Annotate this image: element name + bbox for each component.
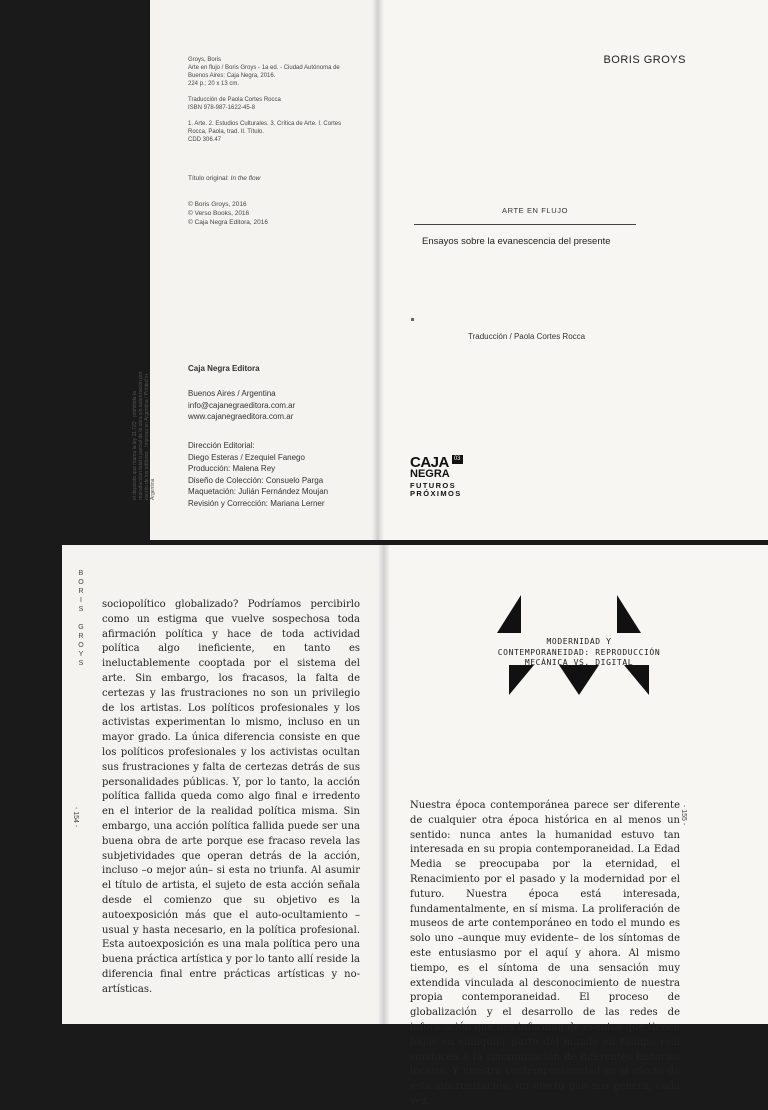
- legal-notice-vertical: el depósito que marca la ley 11.723 · prohibida la reproducción total o parcial de la obra sin autorización por escrito de los editores · Impreso en Argentina / Printed in Argentina: [132, 371, 156, 500]
- left-page-154: [62, 545, 384, 1024]
- chapter-title-line: MECÁNICA VS. DIGITAL: [524, 658, 634, 667]
- original-title: [188, 175, 260, 183]
- chapter-title: [454, 637, 704, 669]
- catalog-line: ISBN 978-987-1622-45-8: [188, 105, 256, 111]
- catalog-line: Groys, Boris: [188, 57, 222, 63]
- original-title-label: Título original:: [188, 175, 229, 182]
- catalog-line: 224 p.; 20 x 13 cm.: [188, 81, 240, 87]
- running-head-author: B O R I S G R O Y S: [78, 570, 84, 667]
- translation-credit: Traducción / Paola Cortes Rocca: [468, 332, 586, 341]
- series-futuros: FUTUROS: [410, 481, 457, 490]
- catalog-line: Arte en flujo / Boris Groys - 1a ed. - Ciudad Autónoma de: [188, 65, 340, 71]
- copyright-line: © Caja Negra Editora, 2016: [188, 219, 268, 226]
- body-paragraph: sociopolítico globalizado? Podríamos percibirlo como un estigma que vuelve sospechosa toda afirmación política y hace de toda actividad política algo ineficiente, en tanto es ineluctablemente cooptada por el sistema del arte. Sin embargo, los fracasos, la falta de certezas y las frustraciones no son un privilegio de los artistas. Los políticos profesionales y los activistas experimentan lo mismo, incluso en un mayor grado. La única diferencia consiste en que los políticos profesionales y los activistas ocultan sus frustraciones y falta de certezas detrás de sus personalidades públicas. Y, por lo tanto, la acción política fallida queda como algo final e irredento en el interior de la realidad política misma. Sin embargo, una acción política fallida puede ser una buena obra de arte porque ese fracaso revela las subjetividades que operan detrás de la acción, incluso –o mejor aún– si esta no triunfa. Al asumir el título de artista, el sujeto de esta acción señala desde el comienzo que su objetivo es la autoexposición más que el auto-ocultamiento –usual y hasta necesario, en la política profesional. Esta autoexposición es una mala política pero una buena práctica artística y por lo tanto allí reside la diferencia final entre prácticas artísticas y no-artísticas.: [102, 599, 360, 995]
- title-page: [378, 0, 768, 540]
- copyright-block: [188, 200, 268, 227]
- dot-mark: [411, 318, 414, 321]
- ornament-bottom-mid: [559, 665, 599, 695]
- staff-line: Diseño de Colección: Consuelo Parga: [188, 475, 324, 485]
- logo-number-badge: 03: [453, 456, 461, 462]
- ornament-bottom-right: [624, 665, 649, 695]
- chapter-title-line: MODERNIDAD Y: [546, 637, 612, 646]
- series-proximos: PRÓXIMOS: [410, 489, 462, 498]
- credits-page: [132, 0, 378, 540]
- staff-line: Maquetación: Julián Fernández Moujan: [188, 487, 329, 496]
- publisher-line: info@cajanegraeditora.com.ar: [188, 400, 296, 410]
- catalog-block: [188, 56, 373, 144]
- staff-line: Dirección Editorial:: [188, 441, 255, 450]
- page-number-154: - 154 -: [72, 807, 79, 828]
- logo-negra: NEGRA: [410, 468, 450, 480]
- book-subtitle: Ensayos sobre la evanescencia del presente: [422, 236, 611, 247]
- publisher-line: Buenos Aires / Argentina: [188, 389, 276, 398]
- author-name: BORIS GROYS: [603, 54, 686, 66]
- logo-caja: CAJA: [410, 454, 449, 471]
- original-title-value: In the flow: [230, 175, 261, 182]
- staff-line: Revisión y Corrección: Mariana Lerner: [188, 498, 325, 508]
- publisher-line: www.cajanegraeditora.com.ar: [188, 412, 294, 421]
- right-page-155: [384, 545, 768, 1107]
- body-paragraph: Nuestra época contemporánea parece ser diferente de cualquier otra época histórica en al menos un sentido: nunca antes la humanidad estuvo tan interesada en su propia contemporaneidad. La Edad Media se preocupaba por la eternidad, el Renacimiento por el pasado y la modernidad por el futuro. Nuestra época está interesada, fundamentalmente, en sí misma. La proliferación de museos de arte contemporáneo en todo el mundo es solo uno –aunque muy evidente– de los síntomas de este entusiasmo por el aquí y ahora. Al mismo tiempo, es el síntoma de una sensación muy extendida vinculada al desconocimiento de nuestra propia contemporaneidad. El proceso de globalización y el desarrollo de las redes de información que nos informan de eventos que tienen lugar en cualquier parte del mundo en tiempo real conducen a la sincronización de diferentes historias locales. Y nuestra contemporaneidad es el efecto de esta sincronización, un efecto que nos genera, cada vez,: [410, 800, 680, 1107]
- page-number-155: - 155 -: [680, 805, 687, 826]
- publisher-name: Caja Negra Editora: [188, 364, 260, 373]
- publisher-logo: [410, 455, 470, 498]
- chapter-title-line: CONTEMPORANEIDAD: REPRODUCCIÓN: [497, 647, 661, 657]
- staff-line: Diego Esteras / Ezequiel Fanego: [188, 452, 305, 462]
- copyright-line: © Boris Groys, 2016: [188, 201, 247, 208]
- catalog-line: CDD 306.47: [188, 137, 222, 143]
- catalog-line: 1. Arte. 2. Estudios Culturales. 3. Crítica de Arte. I. Cortes: [188, 121, 342, 127]
- ornament-top-right: [617, 595, 641, 633]
- book-title: ARTE EN FLUJO: [502, 206, 569, 215]
- ornament-bottom-left: [509, 665, 534, 695]
- ornament-top-left: [497, 595, 521, 633]
- catalog-line: Traducción de Paola Cortes Rocca: [188, 97, 281, 103]
- copyright-line: © Verso Books, 2016: [188, 210, 250, 217]
- catalog-line: Buenos Aires: Caja Negra, 2016.: [188, 73, 276, 79]
- publisher-contact: [188, 388, 295, 423]
- title-rule: [414, 224, 636, 225]
- catalog-line: Rocca, Paola, trad. II. Título.: [188, 129, 264, 135]
- staff-line: Producción: Malena Rey: [188, 464, 276, 473]
- staff-block: [188, 440, 328, 509]
